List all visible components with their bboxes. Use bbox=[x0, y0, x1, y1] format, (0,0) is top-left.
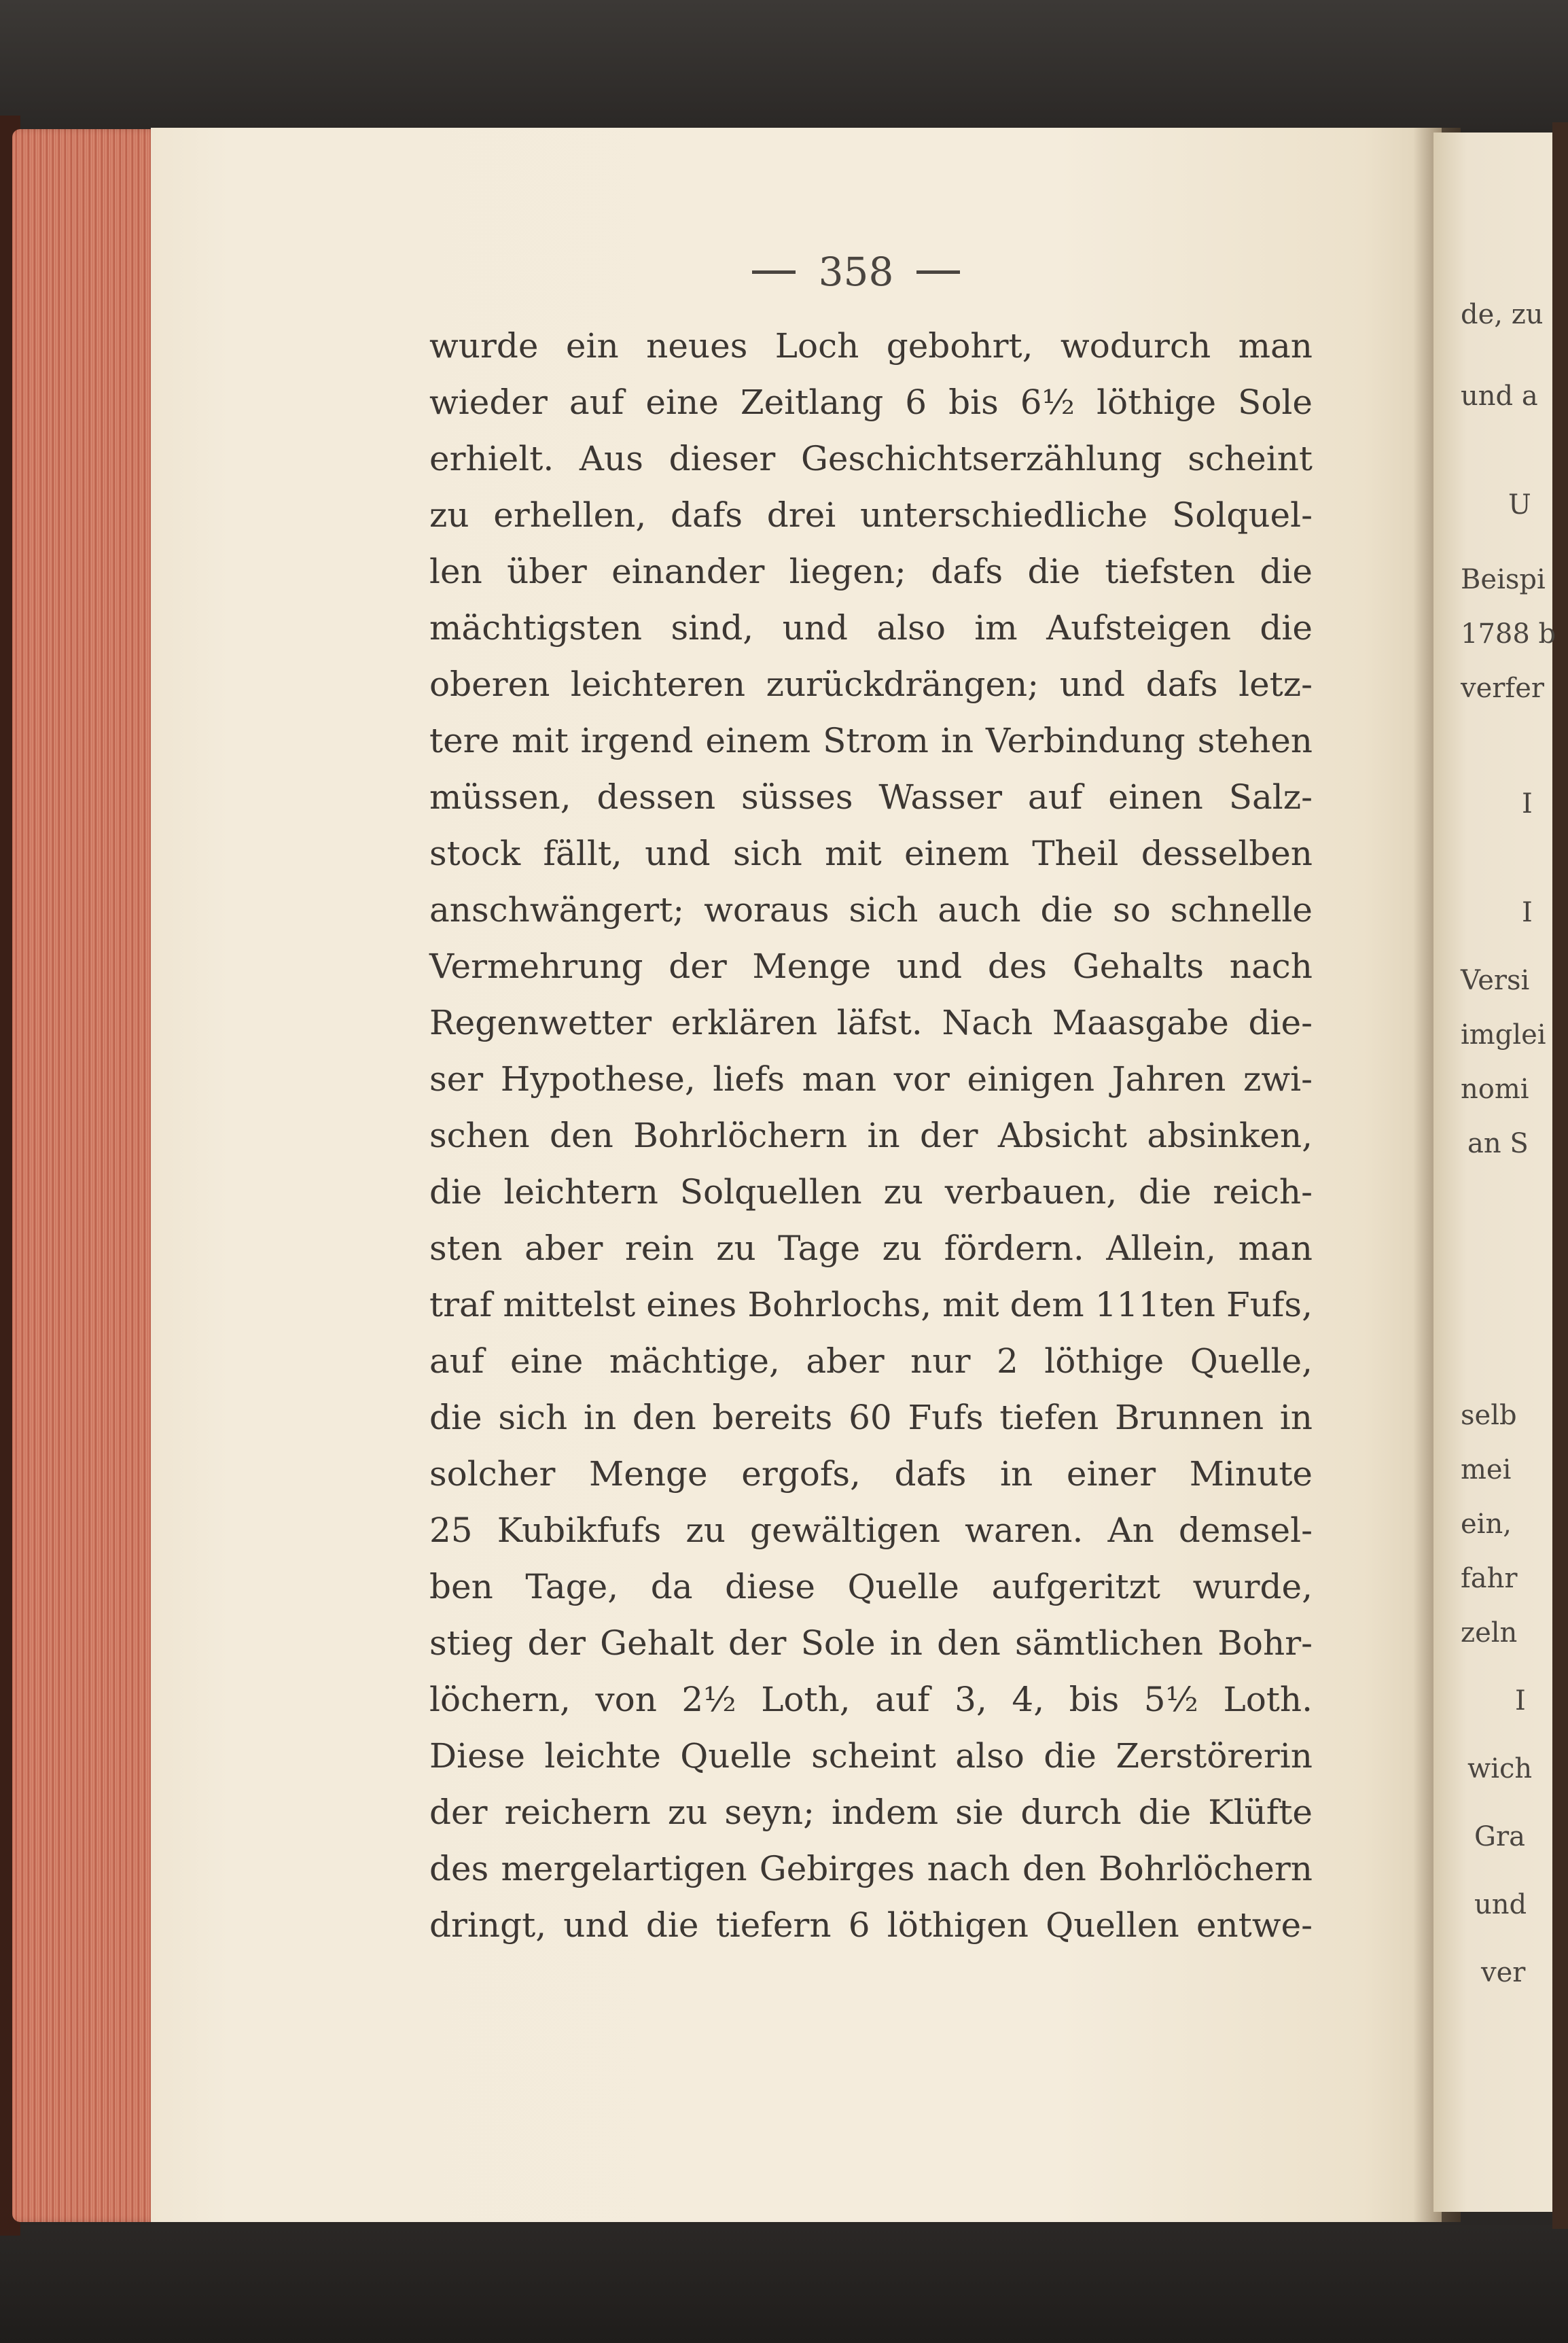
text-line: sten aber rein zu Tage zu fördern. Allein, man bbox=[429, 1229, 1313, 1268]
facing-text-fragment: Versi bbox=[1461, 965, 1530, 996]
facing-text-fragment: und a bbox=[1461, 381, 1538, 412]
text-line: tere mit irgend einem Strom in Verbindung stehen bbox=[429, 721, 1313, 760]
facing-text-fragment: imglei bbox=[1461, 1019, 1546, 1051]
facing-text-fragment: an S bbox=[1467, 1128, 1529, 1159]
facing-text-fragment: Beispi bbox=[1461, 564, 1546, 595]
facing-text-fragment: de, zu bbox=[1461, 299, 1544, 330]
text-line: Diese leichte Quelle scheint also die Zerstörerin bbox=[429, 1736, 1313, 1776]
facing-text-fragment: zeln bbox=[1461, 1617, 1518, 1649]
facing-text-fragment: Gra bbox=[1474, 1821, 1525, 1852]
text-line: ser Hypothese, liefs man vor einigen Jahren zwi- bbox=[429, 1059, 1313, 1099]
text-line: löchern, von 2½ Loth, auf 3, 4, bis 5½ Loth. bbox=[429, 1680, 1313, 1719]
background-top bbox=[0, 0, 1568, 129]
facing-text-fragment: I bbox=[1515, 1685, 1526, 1716]
text-line: die sich in den bereits 60 Fufs tiefen Brunnen in bbox=[429, 1398, 1313, 1437]
facing-text-fragment: selb bbox=[1461, 1400, 1517, 1431]
text-line: die leichtern Solquellen zu verbauen, die reich- bbox=[429, 1172, 1313, 1212]
text-line: stieg der Gehalt der Sole in den sämtlichen Bohr- bbox=[429, 1623, 1313, 1663]
facing-text-fragment: U bbox=[1508, 489, 1531, 521]
page-body-text bbox=[429, 318, 1313, 1954]
text-line: dringt, und die tiefern 6 löthigen Quellen entwe- bbox=[429, 1905, 1313, 1945]
page-number: 358 bbox=[818, 249, 894, 295]
book-cover-right bbox=[1552, 122, 1568, 2229]
text-line: solcher Menge ergofs, dafs in einer Minute bbox=[429, 1454, 1313, 1494]
facing-text-fragment: ver bbox=[1481, 1957, 1526, 1988]
facing-text-fragment: 1788 b bbox=[1461, 618, 1556, 650]
text-line: wurde ein neues Loch gebohrt, wodurch man bbox=[429, 326, 1313, 366]
text-line: Regenwetter erklären läfst. Nach Maasgabe die- bbox=[429, 1003, 1313, 1042]
text-line: zu erhellen, dafs drei unterschiedliche Solquel- bbox=[429, 495, 1313, 535]
facing-text-fragment: wich bbox=[1467, 1753, 1533, 1784]
header-dash-left bbox=[752, 270, 796, 274]
facing-text-fragment: und bbox=[1474, 1889, 1527, 1920]
facing-text-fragment: nomi bbox=[1461, 1074, 1529, 1105]
text-line: auf eine mächtige, aber nur 2 löthige Quelle, bbox=[429, 1341, 1313, 1381]
text-line: 25 Kubikfufs zu gewältigen waren. An demsel- bbox=[429, 1511, 1313, 1550]
text-line: traf mittelst eines Bohrlochs, mit dem 111ten Fufs, bbox=[429, 1285, 1313, 1324]
text-line: mächtigsten sind, und also im Aufsteigen die bbox=[429, 608, 1313, 648]
text-line: anschwängert; woraus sich auch die so schnelle bbox=[429, 890, 1313, 930]
text-line: müssen, dessen süsses Wasser auf einen Salz- bbox=[429, 777, 1313, 817]
page-fore-edge bbox=[12, 129, 158, 2222]
facing-text-fragment: mei bbox=[1461, 1454, 1512, 1485]
page-header bbox=[720, 241, 992, 302]
facing-text-fragment: fahr bbox=[1461, 1563, 1518, 1594]
text-line: len über einander liegen; dafs die tiefsten die bbox=[429, 552, 1313, 591]
text-line: Vermehrung der Menge und des Gehalts nach bbox=[429, 947, 1313, 986]
text-line: wieder auf eine Zeitlang 6 bis 6½ löthige Sole bbox=[429, 383, 1313, 422]
facing-text-fragment: I bbox=[1522, 788, 1533, 820]
text-line: erhielt. Aus dieser Geschichtserzählung scheint bbox=[429, 439, 1313, 478]
text-line: schen den Bohrlöchern in der Absicht absinken, bbox=[429, 1116, 1313, 1155]
text-line: der reichern zu seyn; indem sie durch die Klüfte bbox=[429, 1793, 1313, 1832]
facing-text-fragment: verfer bbox=[1461, 673, 1544, 704]
text-line: des mergelartigen Gebirges nach den Bohrlöchern bbox=[429, 1849, 1313, 1888]
text-line: ben Tage, da diese Quelle aufgeritzt wurde, bbox=[429, 1567, 1313, 1606]
header-dash-right bbox=[916, 270, 960, 274]
text-line: oberen leichteren zurückdrängen; und dafs letz- bbox=[429, 665, 1313, 704]
facing-text-fragment: ein, bbox=[1461, 1509, 1512, 1540]
facing-text-fragment: I bbox=[1522, 897, 1533, 928]
background-bottom bbox=[0, 2225, 1568, 2343]
text-line: stock fällt, und sich mit einem Theil desselben bbox=[429, 834, 1313, 873]
